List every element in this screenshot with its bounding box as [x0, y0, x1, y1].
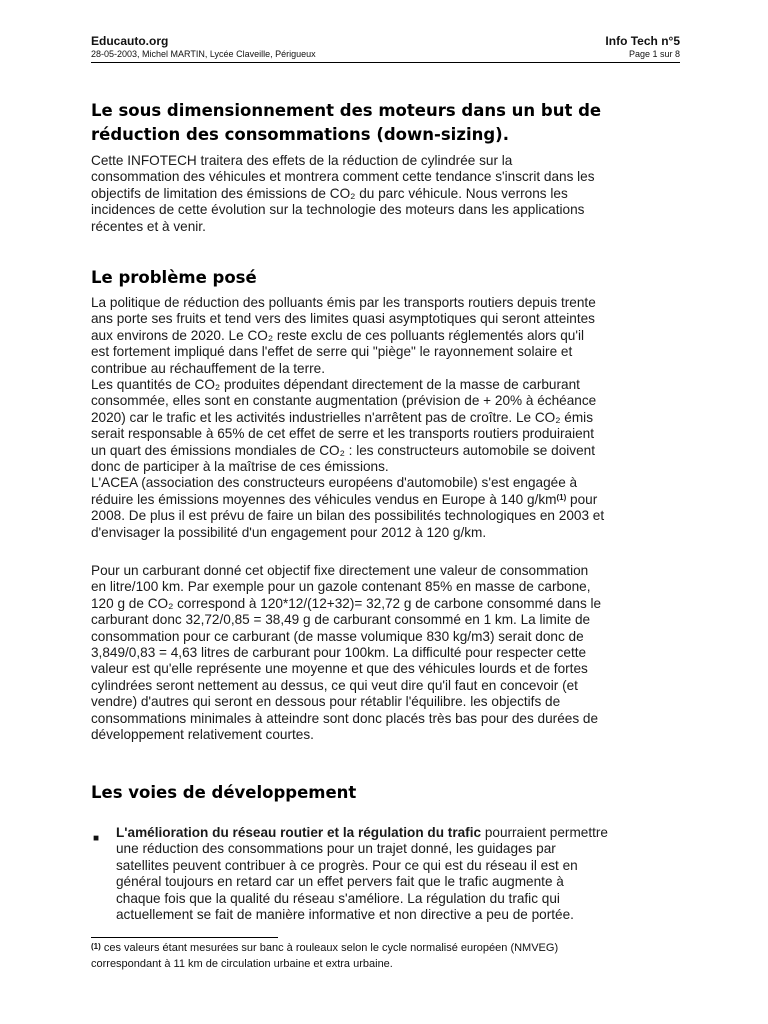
site-name: Educauto.org	[91, 34, 169, 48]
footnote: $^{(1)}$ ces valeurs étant mesurées sur banc à rouleaux selon le cycle normalisé européen (NMVEG) correspondant à 11 km de circulation urbaine et extra urbaine.	[91, 942, 559, 970]
footnote-ref: (1)	[556, 492, 567, 502]
footnote-divider	[91, 937, 278, 938]
page-header-meta	[91, 49, 680, 59]
bullet-item-reseau: L'amélioration du réseau routier et la régulation du trafic pourraient permettre une réduction des consommations pour un trajet donné, les guidages par satellites peuvent contribuer à ce progrès. Pour ce qui est du réseau il est en général toujours en retard car un effet pervers fait que le trafic augmente à chaque fois que la qualité du réseau s'améliore. La régulation du trafic qui actuellement se fait de manière informative et non directive a peu de portée.	[116, 825, 608, 923]
page-title: Le sous dimensionnement des moteurs dans un but de réduction des consommations (down-sizing).	[91, 101, 602, 144]
section-heading-probleme: Le problème posé	[91, 268, 257, 287]
bullet-lead: L'amélioration du réseau routier et la régulation du trafic	[116, 825, 482, 840]
header-divider	[91, 62, 680, 63]
doc-title: Info Tech n°5	[605, 34, 680, 48]
section1-paragraph-1: La politique de réduction des polluants émis par les transports routiers depuis trente ans porte ses fruits et tend vers des limites quasi asymptotiques qui seront atteintes aux environs de 2020. Le CO₂ reste exclu de ces polluants réglementés alors qu'il est fortement impliqué dans l'effet de serre qui "piège" le rayonnement solaire et contribue au réchauffement de la terre. Les quantités de CO₂ produites dépendant directement de la masse de carburant consommée, elles sont en constante augmentation (prévision de + 20% à échéance 2020) car le trafic et les activités industrielles n'arrêtent pas de croître. Le CO₂ émis serait responsable à 65% de cet effet de serre et les transports routiers produiraient un quart des émissions mondiales de CO₂ : les constructeurs automobile se doivent donc de participer à la maîtrise de ces émissions. L'ACEA (association des constructeurs européens d'automobile) s'est engagée à réduire les émissions moyennes des véhicules vendus en Europe à 140 $g/km^{(1)}$ pour 2008. De plus il est prévu de faire un bilan des possibilités technologiques en 2003 et d'envisager la possibilité d'un engagement pour 2012 à 120 g/km.	[91, 295, 605, 540]
acea-line: réduire les émissions moyennes des véhicules vendus en Europe à 140 $g/km^{(1)}$ pour	[91, 491, 598, 507]
page-number: Page 1 sur 8	[628, 49, 680, 59]
section-heading-voies: Les voies de développement	[91, 783, 357, 802]
footnote-mark: (1)	[91, 942, 101, 951]
section1-paragraph-2: Pour un carburant donné cet objectif fixe directement une valeur de consommation en litre/100 km. Par exemple pour un gazole contenant 85% en masse de carbone, 120 g de CO₂ correspond à 120*12/(12+32)= 32,72 g de carbone consommé dans le carburant donc 32,72/0,85 = 38,49 g de carburant consommé en 1 km. La limite de consommation pour ce carburant (de masse volumique 830 kg/m3) serait donc de 3,849/0,83 = 4,63 litres de carburant pour 100km. La difficulté pour respecter cette valeur est qu'elle représente une moyenne et que des véhicules lourds et de fortes cylindrées seront nettement au dessus, ce qui veut dire qu'il faut en concevoir (et vendre) d'autres qui seront en dessous pour rétablir l'équilibre. les objectifs de consommations minimales à atteindre sont donc placés très bas pour des durées de développement relativement courtes.	[91, 563, 602, 743]
author-date: 28-05-2003, Michel MARTIN, Lycée Claveille, Périgueux	[91, 49, 316, 59]
bullet-square-icon: ■	[93, 833, 100, 844]
page-header-top	[91, 34, 680, 48]
intro-paragraph: Cette INFOTECH traitera des effets de la réduction de cylindrée sur la consommation des véhicules et montrera comment cette tendance s'inscrit dans les objectifs de limitation des émissions de CO₂ du parc véhicule. Nous verrons les incidences de cette évolution sur la technologie des moteurs dans les applications récentes et à venir.	[91, 153, 595, 234]
